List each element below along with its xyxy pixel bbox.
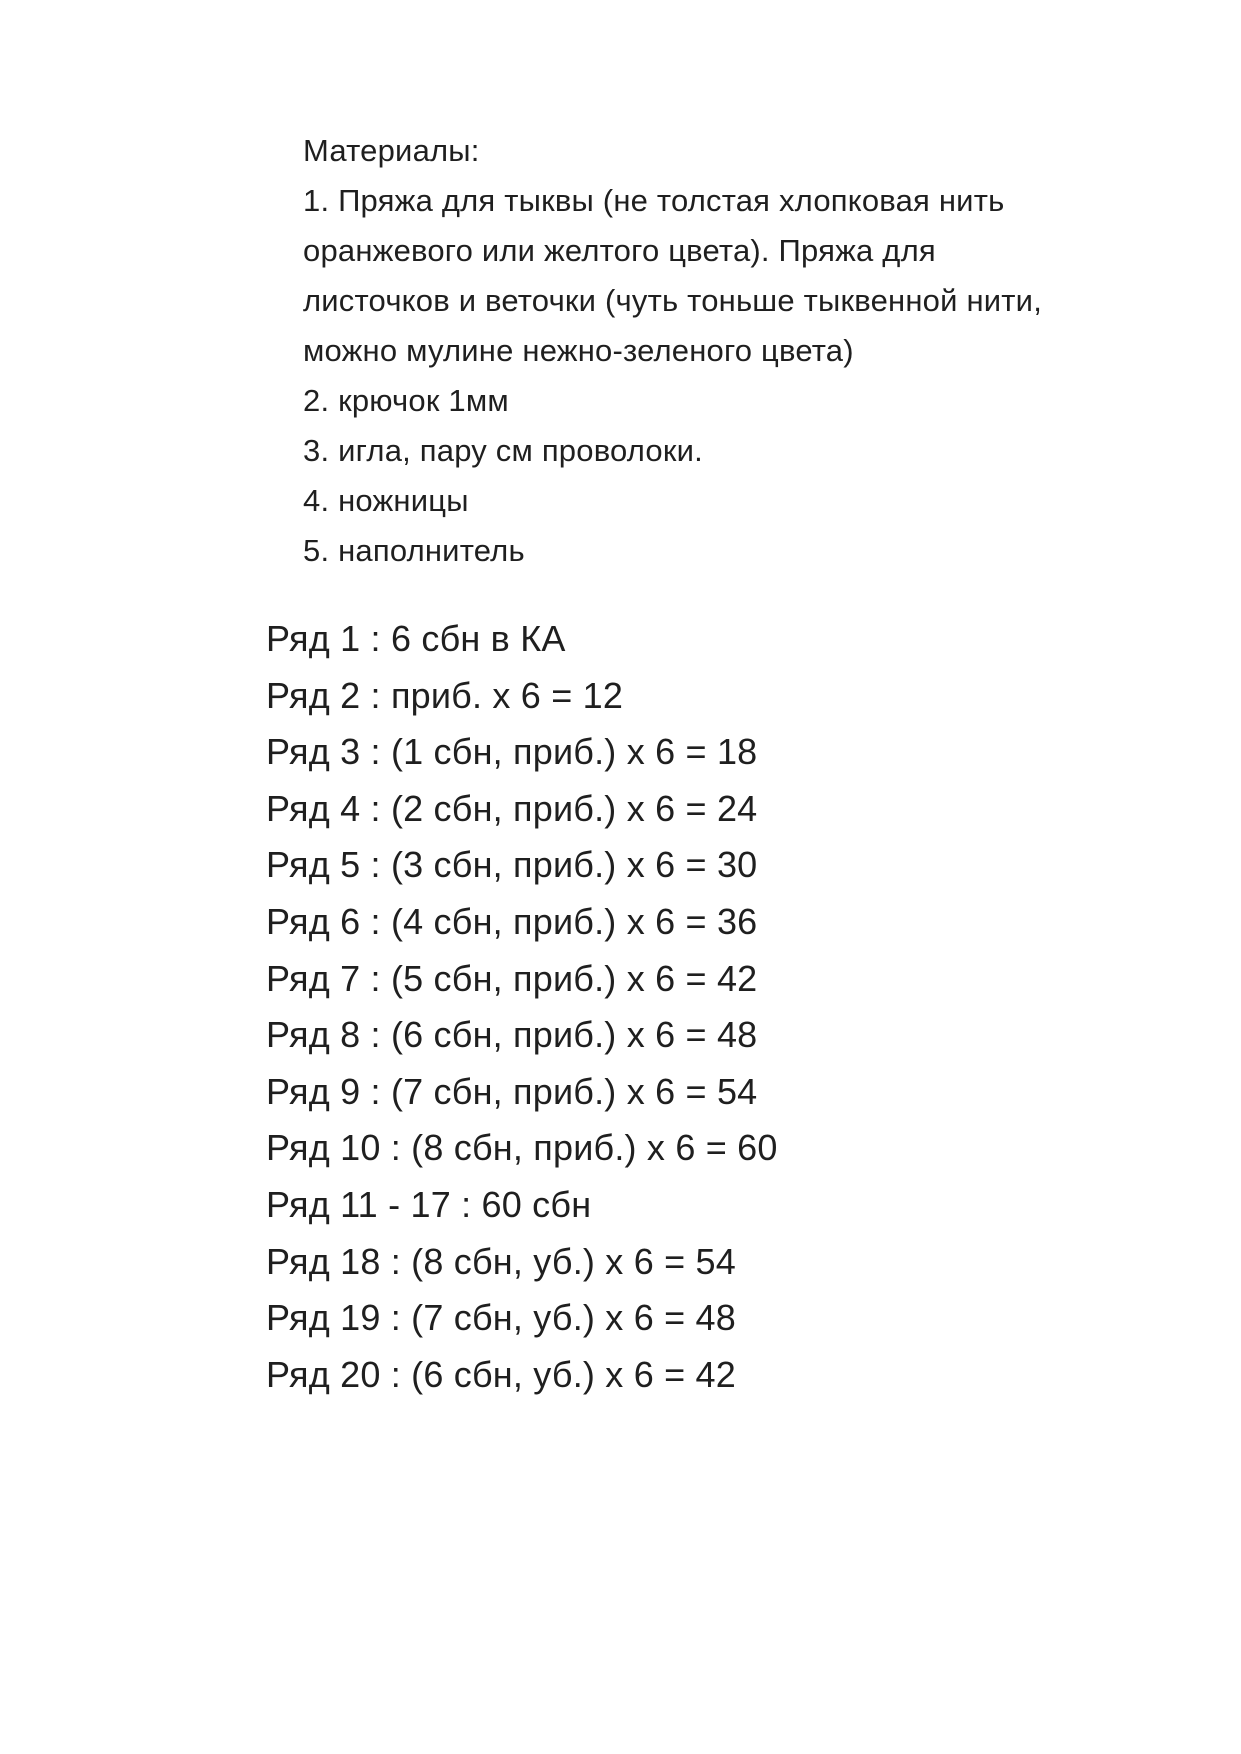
pattern-row: Ряд 18 : (8 сбн, уб.) х 6 = 54 (266, 1240, 736, 1282)
materials-line: 2. крючок 1мм (303, 383, 509, 418)
pattern-row: Ряд 2 : приб. х 6 = 12 (266, 674, 624, 716)
pattern-row: Ряд 1 : 6 сбн в КА (266, 618, 566, 659)
materials-line: 1. Пряжа для тыквы (не толстая хлопковая нить (303, 183, 1005, 218)
pattern-row: Ряд 20 : (6 сбн, уб.) х 6 = 42 (266, 1353, 736, 1395)
materials-line: оранжевого или желтого цвета). Пряжа для (303, 233, 936, 268)
materials-line: 4. ножницы (303, 483, 469, 518)
materials-line: листочков и веточки (чуть тоньше тыквенной нити, (303, 283, 1043, 318)
materials-line: 3. игла, пару см проволоки. (303, 433, 703, 468)
materials-heading: Материалы: (303, 133, 480, 168)
pattern-rows (266, 611, 1166, 1403)
pattern-row: Ряд 19 : (7 сбн, уб.) х 6 = 48 (266, 1297, 736, 1339)
pattern-row: Ряд 3 : (1 сбн, приб.) х 6 = 18 (266, 731, 758, 773)
pattern-row: Ряд 4 : (2 сбн, приб.) х 6 = 24 (266, 787, 758, 829)
pattern-row: Ряд 8 : (6 сбн, приб.) х 6 = 48 (266, 1014, 758, 1056)
pattern-row: Ряд 11 - 17 : 60 сбн (266, 1183, 592, 1225)
materials-line: 5. наполнитель (303, 533, 525, 568)
pattern-row: Ряд 9 : (7 сбн, приб.) х 6 = 54 (266, 1070, 758, 1112)
pattern-row: Ряд 6 : (4 сбн, приб.) х 6 = 36 (266, 900, 758, 942)
materials-section (303, 126, 1203, 576)
pattern-row: Ряд 10 : (8 сбн, приб.) х 6 = 60 (266, 1127, 778, 1169)
pattern-row: Ряд 5 : (3 сбн, приб.) х 6 = 30 (266, 844, 758, 886)
pattern-row: Ряд 7 : (5 сбн, приб.) х 6 = 42 (266, 957, 758, 999)
materials-line: можно мулине нежно-зеленого цвета) (303, 333, 854, 368)
